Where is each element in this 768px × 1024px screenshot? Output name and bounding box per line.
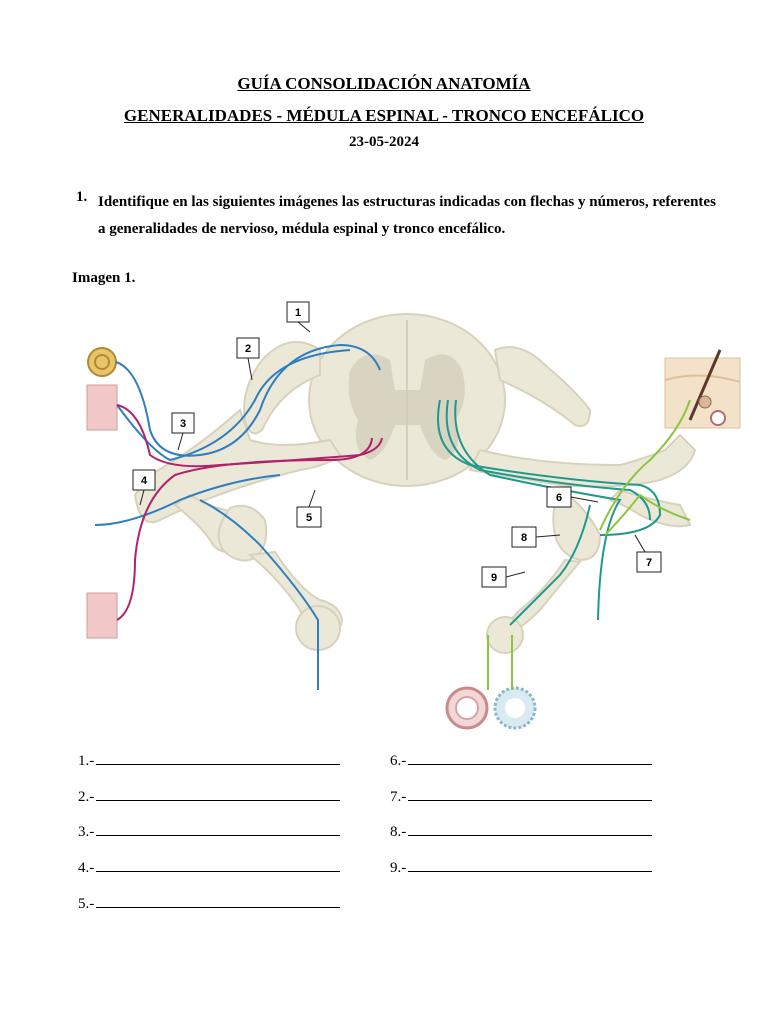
label-box-7: [637, 552, 661, 572]
answer-line-4[interactable]: [78, 859, 340, 877]
answer-label: 4.-: [78, 860, 95, 876]
answer-line-6[interactable]: [390, 752, 652, 770]
svg-text:5: 5: [305, 512, 313, 524]
svg-text:1: 1: [294, 307, 302, 319]
label-box-1: [287, 302, 309, 322]
answer-label: 3.-: [78, 824, 95, 840]
worksheet-title: GUÍA CONSOLIDACIÓN ANATOMÍA: [237, 74, 531, 93]
svg-text:7: 7: [645, 557, 653, 569]
answer-line-2[interactable]: [78, 788, 340, 806]
answer-line-3[interactable]: [78, 823, 340, 841]
label-box-3: [172, 413, 194, 433]
label-box-2: [237, 338, 259, 358]
label-box-5: [297, 507, 321, 527]
answer-label: 2.-: [78, 789, 95, 805]
answer-line-5[interactable]: [78, 895, 340, 913]
answer-line-9[interactable]: [390, 859, 652, 877]
svg-text:3: 3: [179, 418, 187, 430]
answer-label: 8.-: [390, 824, 407, 840]
answer-label: 5.-: [78, 896, 95, 912]
label-box-4: [133, 470, 155, 490]
worksheet-date: 23-05-2024: [349, 134, 419, 150]
label-box-6: [547, 487, 571, 507]
answer-line-1[interactable]: [78, 752, 340, 770]
answer-line-8[interactable]: [390, 823, 652, 841]
svg-text:2: 2: [244, 343, 252, 355]
label-box-9: [482, 567, 506, 587]
answer-label: 9.-: [390, 860, 407, 876]
spinal-nerve-diagram: [0, 290, 768, 740]
svg-text:9: 9: [490, 572, 498, 584]
question-text: Identifique en las siguientes imágenes las estructuras indicadas con flechas y números, referentes a generalidades de nervioso, médula espinal y tronco encefálico.: [98, 194, 716, 237]
svg-text:8: 8: [520, 532, 528, 544]
answer-label: 6.-: [390, 753, 407, 769]
label-box-8: [512, 527, 536, 547]
question-number: 1.: [76, 189, 88, 205]
svg-text:6: 6: [555, 492, 563, 504]
worksheet-subtitle: GENERALIDADES - MÉDULA ESPINAL - TRONCO ENCEFÁLICO: [123, 106, 645, 125]
visceral-organs: [447, 688, 535, 728]
answer-label: 1.-: [78, 753, 95, 769]
skin-receptor: [665, 350, 740, 428]
answer-label: 7.-: [390, 789, 407, 805]
image-label: Imagen 1.: [72, 270, 136, 286]
answer-line-7[interactable]: [390, 788, 652, 806]
svg-text:4: 4: [140, 475, 148, 487]
left-effectors: [87, 348, 117, 638]
